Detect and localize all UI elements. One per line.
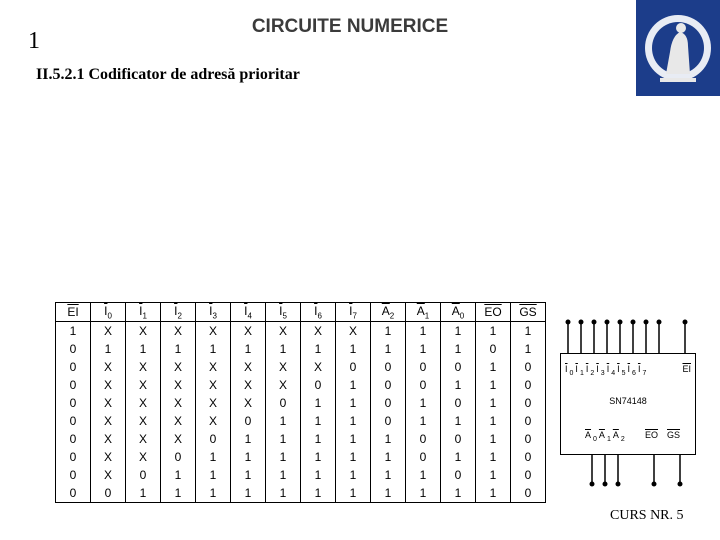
pin-label-letter: $\overline{A}$ — [598, 430, 605, 440]
header-label: $\overline{A}$ — [381, 303, 390, 318]
pin-label-subscript: 0 — [593, 435, 597, 443]
slide-number: 1 — [28, 28, 40, 54]
table-cell: 1 — [336, 412, 371, 430]
table-cell: 1 — [266, 412, 301, 430]
table-cell: X — [161, 358, 196, 376]
table-cell: 0 — [511, 448, 546, 466]
table-cell: X — [91, 322, 126, 341]
pin-label-letter: $\overline{A}$ — [612, 430, 619, 440]
pin-label-letter: $\overline{I}$ — [565, 364, 568, 374]
pin-label — [585, 430, 597, 443]
table-cell: 1 — [406, 484, 441, 503]
table-cell: 1 — [161, 484, 196, 503]
table-cell: 0 — [406, 448, 441, 466]
table-cell: 1 — [196, 340, 231, 358]
table-cell: 0 — [56, 358, 91, 376]
table-cell: X — [231, 322, 266, 341]
table-cell: 1 — [476, 484, 511, 503]
table-cell: 1 — [406, 340, 441, 358]
table-cell: 1 — [266, 340, 301, 358]
table-cell: 1 — [266, 430, 301, 448]
header-label: $\overline{A}$ — [416, 303, 425, 318]
table-cell: 0 — [126, 466, 161, 484]
pin-label — [596, 364, 605, 377]
table-cell: 1 — [231, 484, 266, 503]
table-cell: 0 — [161, 448, 196, 466]
table-cell: 1 — [441, 448, 476, 466]
header-label: $\overline{I}$ — [244, 303, 248, 318]
table-cell: 1 — [301, 430, 336, 448]
pin-label — [606, 364, 616, 377]
header-subscript: 2 — [389, 311, 395, 321]
table-cell: X — [161, 376, 196, 394]
table-cell: X — [91, 430, 126, 448]
table-cell: 1 — [336, 430, 371, 448]
table-cell: X — [196, 322, 231, 341]
table-cell: 1 — [231, 448, 266, 466]
output-pin-0-dot — [590, 482, 595, 487]
pin-label-subscript: 4 — [611, 369, 616, 377]
input-pin-8-dot — [683, 320, 688, 325]
header-subscript: 0 — [459, 311, 465, 321]
table-cell: 1 — [336, 394, 371, 412]
table-cell: X — [126, 394, 161, 412]
table-cell: 0 — [511, 412, 546, 430]
pin-label — [598, 430, 611, 443]
table-cell: 0 — [231, 412, 266, 430]
table-cell: X — [91, 448, 126, 466]
table-cell: 0 — [371, 358, 406, 376]
chip-input-labels — [565, 364, 648, 377]
pin-label-subscript: 1 — [579, 369, 584, 377]
pin-label-subscript: 7 — [642, 369, 647, 377]
chip-eo-label: $\overline{EO}$ — [645, 430, 659, 440]
table-cell: X — [301, 322, 336, 341]
output-pin-3-dot — [652, 482, 657, 487]
header-subscript: 7 — [352, 311, 357, 321]
table-cell: 0 — [266, 394, 301, 412]
header-label: $\overline{I}$ — [174, 303, 178, 318]
table-cell: 1 — [301, 448, 336, 466]
input-pin-4-dot — [618, 320, 623, 325]
table-cell: 1 — [266, 448, 301, 466]
table-cell: 1 — [371, 340, 406, 358]
table-cell: 1 — [126, 484, 161, 503]
chip-sn74148 — [560, 353, 696, 455]
table-cell: 0 — [371, 376, 406, 394]
table-cell: 0 — [301, 376, 336, 394]
header-subscript: 1 — [424, 311, 430, 321]
pin-label — [627, 364, 636, 377]
table-cell: 0 — [56, 466, 91, 484]
table-cell: 0 — [371, 394, 406, 412]
table-cell: 1 — [336, 376, 371, 394]
header-label: $\overline{EO}$ — [484, 305, 502, 319]
header-label: $\overline{GS}$ — [519, 305, 537, 319]
table-cell: 1 — [371, 466, 406, 484]
input-pin-3-dot — [605, 320, 610, 325]
header-label: $\overline{A}$ — [451, 303, 460, 318]
table-cell: 0 — [406, 358, 441, 376]
table-cell: X — [91, 394, 126, 412]
pin-label — [565, 364, 574, 377]
header-title: CIRCUITE NUMERICE — [251, 16, 449, 37]
table-cell: 1 — [336, 466, 371, 484]
pin-label-letter: $\overline{I}$ — [596, 364, 599, 374]
table-cell: 1 — [441, 412, 476, 430]
table-cell: 1 — [301, 466, 336, 484]
header-label: $\overline{I}$ — [104, 303, 108, 318]
table-cell: 0 — [441, 358, 476, 376]
table-cell: 1 — [231, 466, 266, 484]
table-cell: 1 — [371, 430, 406, 448]
header-subscript: 4 — [247, 311, 252, 321]
table-cell: 0 — [441, 466, 476, 484]
header-label: $\overline{I}$ — [209, 303, 213, 318]
table-cell: 1 — [476, 430, 511, 448]
table-cell: 1 — [441, 340, 476, 358]
table-cell: X — [196, 394, 231, 412]
table-cell: X — [161, 430, 196, 448]
header-label: $\overline{I}$ — [279, 303, 283, 318]
output-pin-2-dot — [616, 482, 621, 487]
input-pin-0-dot — [566, 320, 571, 325]
table-cell: 1 — [476, 376, 511, 394]
table-cell: 0 — [371, 412, 406, 430]
table-cell: 1 — [476, 322, 511, 341]
table-cell: 0 — [196, 430, 231, 448]
table-cell: 0 — [511, 466, 546, 484]
table-cell: 1 — [371, 484, 406, 503]
table-cell: 1 — [371, 448, 406, 466]
pin-label-letter: $\overline{A}$ — [585, 430, 592, 440]
table-cell: 1 — [336, 340, 371, 358]
table-cell: 0 — [56, 376, 91, 394]
table-cell: 1 — [161, 340, 196, 358]
table-cell: 1 — [441, 322, 476, 341]
table-cell: 1 — [196, 448, 231, 466]
pin-label-subscript: 2 — [590, 369, 595, 377]
header-subscript: 6 — [317, 311, 322, 321]
output-pin-1-dot — [603, 482, 608, 487]
pin-label-subscript: 3 — [600, 369, 605, 377]
header-subscript: 3 — [212, 311, 217, 321]
table-cell: 0 — [56, 340, 91, 358]
table-cell: 1 — [301, 340, 336, 358]
table-cell: X — [126, 448, 161, 466]
pin-label — [617, 364, 626, 377]
table-cell: 1 — [476, 466, 511, 484]
table-cell: X — [231, 376, 266, 394]
table-cell: 1 — [196, 484, 231, 503]
header-label: $\overline{EI}$ — [67, 305, 79, 319]
table-cell: 1 — [56, 322, 91, 341]
table-cell: X — [91, 412, 126, 430]
table-cell: 1 — [476, 448, 511, 466]
table-cell: 1 — [196, 466, 231, 484]
table-cell: X — [126, 322, 161, 341]
output-pin-4-dot — [678, 482, 683, 487]
pin-label-letter: $\overline{I}$ — [606, 364, 610, 374]
pin-label-subscript: 2 — [620, 435, 625, 443]
table-cell: X — [91, 376, 126, 394]
chip-ei-label: $\overline{EI}$ — [682, 364, 691, 374]
pin-label-letter: $\overline{I}$ — [585, 364, 589, 374]
table-cell: 1 — [161, 466, 196, 484]
chip-name: SN74148 — [609, 396, 647, 406]
table-cell: 1 — [126, 340, 161, 358]
table-cell: 0 — [336, 358, 371, 376]
table-cell: X — [266, 322, 301, 341]
table-cell: X — [301, 358, 336, 376]
table-cell: 0 — [56, 484, 91, 503]
table-cell: X — [161, 322, 196, 341]
table-cell: X — [336, 322, 371, 341]
table-cell: 1 — [266, 484, 301, 503]
table-cell: 1 — [476, 412, 511, 430]
table-cell: 1 — [441, 484, 476, 503]
pin-label-subscript: 0 — [569, 369, 574, 377]
table-cell: X — [126, 430, 161, 448]
table-cell: 1 — [511, 340, 546, 358]
pin-label-subscript: 5 — [621, 369, 626, 377]
header-subscript: 0 — [107, 311, 112, 321]
table-cell: 0 — [441, 430, 476, 448]
table-cell: 1 — [336, 448, 371, 466]
table-cell: 1 — [301, 484, 336, 503]
table-cell: X — [126, 376, 161, 394]
input-pin-7-dot — [657, 320, 662, 325]
table-cell: 1 — [511, 322, 546, 341]
table-cell: 0 — [511, 430, 546, 448]
table-cell: 1 — [336, 484, 371, 503]
table-cell: 1 — [476, 358, 511, 376]
header-subscript: 5 — [282, 311, 287, 321]
table-cell: X — [161, 394, 196, 412]
pin-label-subscript: 1 — [606, 435, 611, 443]
section-title: II.5.2.1 Codificator de adresă prioritar — [36, 66, 300, 83]
pin-label — [637, 364, 647, 377]
pin-label-letter: $\overline{I}$ — [575, 364, 578, 374]
table-cell: X — [161, 412, 196, 430]
pin-label — [612, 430, 625, 443]
pin-label — [575, 364, 584, 377]
table-cell: X — [231, 358, 266, 376]
table-cell: 1 — [266, 466, 301, 484]
table-cell: 0 — [56, 394, 91, 412]
table-cell: 0 — [441, 394, 476, 412]
pin-label-letter: $\overline{I}$ — [637, 364, 641, 374]
table-cell: X — [91, 358, 126, 376]
header-subscript: 2 — [177, 311, 182, 321]
pin-label-subscript: 6 — [632, 369, 636, 377]
header-subscript: 1 — [142, 311, 147, 321]
pin-label-letter: $\overline{I}$ — [617, 364, 620, 374]
table-cell: 1 — [91, 340, 126, 358]
table-cell: 1 — [301, 412, 336, 430]
pin-label-letter: $\overline{I}$ — [627, 364, 631, 374]
table-cell: X — [196, 376, 231, 394]
table-cell: 0 — [56, 448, 91, 466]
header-label: $\overline{I}$ — [139, 303, 143, 318]
table-cell: X — [266, 376, 301, 394]
table-cell: 1 — [371, 322, 406, 341]
input-pin-2-dot — [592, 320, 597, 325]
table-cell: 0 — [511, 484, 546, 503]
table-cell: 1 — [406, 322, 441, 341]
table-cell: 0 — [406, 430, 441, 448]
table-cell: 1 — [476, 394, 511, 412]
table-cell: 1 — [301, 394, 336, 412]
table-cell: X — [231, 394, 266, 412]
header-label: $\overline{I}$ — [314, 303, 318, 318]
table-cell: 0 — [406, 376, 441, 394]
table-cell: 0 — [56, 430, 91, 448]
table-cell: X — [126, 358, 161, 376]
table-cell: X — [266, 358, 301, 376]
table-cell: X — [126, 412, 161, 430]
table-cell: 0 — [476, 340, 511, 358]
table-cell: X — [196, 412, 231, 430]
table-cell: 1 — [406, 466, 441, 484]
table-cell: 1 — [441, 376, 476, 394]
table-cell: 1 — [406, 412, 441, 430]
table-cell: 1 — [406, 394, 441, 412]
table-cell: 0 — [56, 412, 91, 430]
header-label: $\overline{I}$ — [349, 303, 353, 318]
table-cell: 0 — [511, 376, 546, 394]
table-cell: X — [196, 358, 231, 376]
table-cell: 1 — [231, 430, 266, 448]
input-pin-5-dot — [631, 320, 636, 325]
table-cell: 1 — [231, 340, 266, 358]
input-pin-6-dot — [644, 320, 649, 325]
input-pin-1-dot — [579, 320, 584, 325]
pin-label — [585, 364, 595, 377]
table-cell: 0 — [511, 358, 546, 376]
chip-gs-label: $\overline{GS}$ — [667, 430, 681, 440]
footer-course: CURS NR. 5 — [610, 508, 684, 523]
table-cell: 0 — [511, 394, 546, 412]
table-cell: X — [91, 466, 126, 484]
chip-output-labels — [585, 430, 627, 443]
table-cell: 0 — [91, 484, 126, 503]
